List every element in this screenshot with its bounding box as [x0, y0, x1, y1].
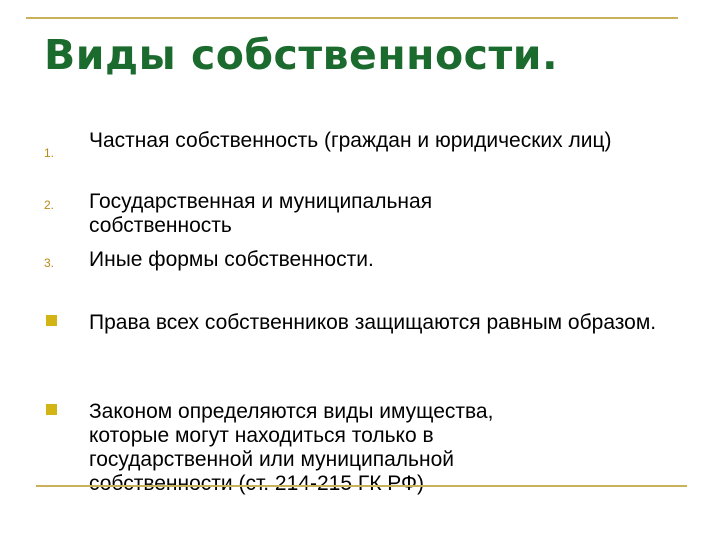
bullet-item-text: Законом определяются виды имущества, которые могут находиться только в государственной или муниципальной собственности (ст. 214-215 ГК РФ) — [89, 400, 494, 495]
bottom-divider-line — [36, 485, 687, 487]
list-item-text: Государственная и муниципальная собственность — [89, 190, 433, 237]
list-item-text: Частная собственность (граждан и юридических лиц) — [89, 129, 612, 152]
list-number: 3. — [44, 256, 55, 270]
square-bullet-icon — [46, 404, 57, 415]
square-bullet-icon — [46, 315, 57, 326]
bullet-item-text: Права всех собственников защищаются равным образом. — [89, 311, 657, 334]
list-number: 2. — [44, 198, 55, 212]
list-item-text: Иные формы собственности. — [89, 248, 374, 271]
top-divider-line — [26, 17, 678, 19]
slide-title: Виды собственности. — [44, 31, 559, 79]
list-number: 1. — [44, 146, 55, 160]
